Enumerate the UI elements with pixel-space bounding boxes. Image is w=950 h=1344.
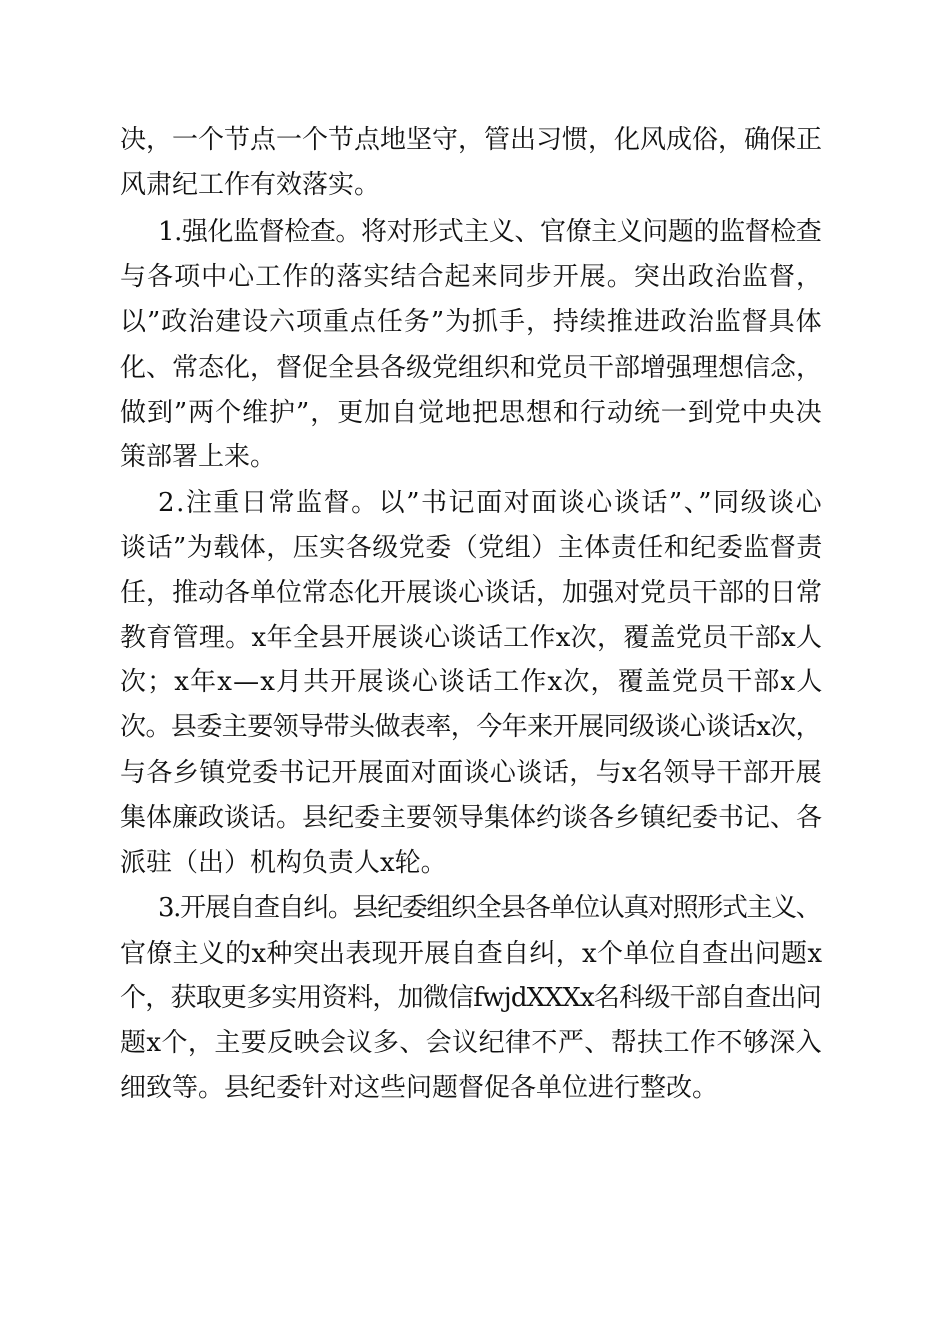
text-line: 化、常态化，督促全县各级党组织和党员干部增强理想信念， [120, 353, 823, 383]
text-line: 次；x年x—x月共开展谈心谈话工作x次，覆盖党员干部x人 [120, 667, 824, 697]
text-line: 派驻（出）机构负责人x轮。 [120, 848, 447, 878]
text-line: 教育管理。x年全县开展谈心谈话工作x次，覆盖党员干部x人 [120, 623, 823, 653]
text-line: 官僚主义的x种突出表现开展自查自纠，x个单位自查出问题x [120, 939, 823, 969]
text-line: 任，推动各单位常态化开展谈心谈话，加强对党员干部的日常 [120, 578, 823, 608]
text-line: 决，一个节点一个节点地坚守，管出习惯，化风成俗，确保正 [120, 125, 823, 155]
paragraph-1-heading-line: 1.强化监督检查。将对形式主义、官僚主义问题的监督检查 [158, 217, 822, 247]
text-line: 策部署上来。 [120, 442, 277, 472]
text-line: 与各乡镇党委书记开展面对面谈心谈话，与x名领导干部开展 [120, 758, 823, 788]
paragraph-2-heading-line: 2.注重日常监督。以”书记面对面谈心谈话”、”同级谈心 [158, 488, 824, 518]
text-line: 次。县委主要领导带头做表率，今年来开展同级谈心谈话x次， [120, 712, 822, 742]
text-line: 谈话”为载体，压实各级党委（党组）主体责任和纪委监督责 [120, 533, 823, 563]
paragraph-3-heading-line: 3.开展自查自纠。县纪委组织全县各单位认真对照形式主义、 [158, 893, 821, 923]
text-line: 风肃纪工作有效落实。 [120, 170, 381, 200]
text-line: 与各项中心工作的落实结合起来同步开展。突出政治监督， [120, 262, 824, 292]
text-line: 个，获取更多实用资料，加微信fwjdXXXx名科级干部自查出问 [120, 983, 822, 1013]
text-line: 题x个，主要反映会议多、会议纪律不严、帮扶工作不够深入 [120, 1028, 823, 1058]
text-line: 以”政治建设六项重点任务”为抓手，持续推进政治监督具体 [120, 307, 823, 337]
text-line: 集体廉政谈话。县纪委主要领导集体约谈各乡镇纪委书记、各 [120, 803, 823, 833]
text-line: 细致等。县纪委针对这些问题督促各单位进行整改。 [120, 1073, 719, 1103]
text-line: 做到”两个维护”，更加自觉地把思想和行动统一到党中央决 [120, 398, 823, 428]
